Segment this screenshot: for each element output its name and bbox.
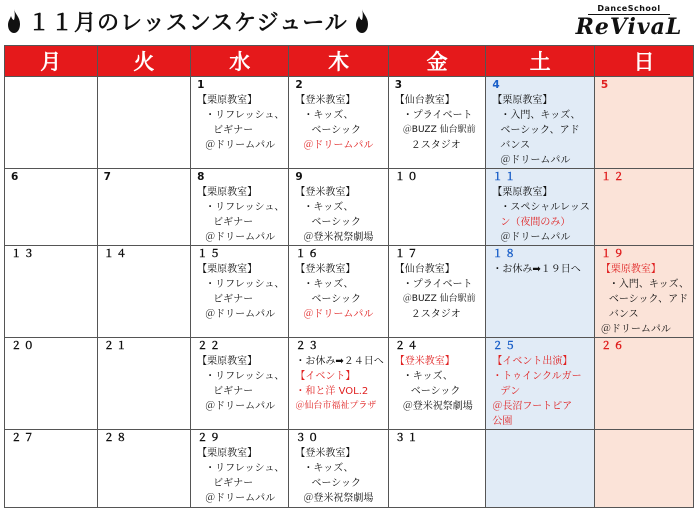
schedule-line: 【登米教室】 [295, 187, 356, 198]
schedule-line: ・キッズ、 [303, 463, 354, 474]
schedule-line: 【登米教室】 [295, 448, 356, 459]
calendar-day-cell [289, 77, 388, 169]
day-number: １５ [197, 248, 223, 260]
calendar-week-row [5, 338, 694, 430]
schedule-line: ２スタジオ [410, 140, 461, 151]
weekday-header-mon: 月 [5, 46, 98, 77]
schedule-line: ＠ドリームパル [205, 401, 276, 412]
schedule-line: ・リフレッシュ、 [205, 279, 285, 290]
calendar-day-cell [97, 338, 191, 430]
schedule-line: ＠BUZZ 仙台駅前 [402, 125, 476, 135]
calendar-day-cell [289, 430, 388, 508]
schedule-line: 【栗原教室】 [492, 95, 553, 106]
day-number: ２４ [394, 340, 420, 352]
day-number: ２９ [197, 432, 223, 444]
school-logo [570, 4, 688, 40]
schedule-line: ベーシック [311, 294, 362, 305]
schedule-line: 【栗原教室】 [197, 264, 258, 275]
schedule-line: ビギナー [213, 294, 254, 305]
schedule-line: ２スタジオ [410, 309, 461, 320]
calendar-day-cell [486, 77, 594, 169]
calendar-day-cell [5, 246, 98, 338]
calendar-day-cell [97, 77, 191, 169]
calendar-day-cell [191, 246, 289, 338]
schedule-line: 【栗原教室】 [197, 356, 258, 367]
schedule-line: ・入門、キッズ、 [608, 279, 689, 290]
schedule-line: 【登米教室】 [295, 95, 356, 106]
day-number: 6 [11, 171, 21, 183]
day-number: 9 [295, 171, 305, 183]
day-number: １０ [394, 171, 420, 183]
schedule-line: ・キッズ、 [303, 279, 354, 290]
schedule-line: ＠ドリームパル [303, 140, 374, 151]
schedule-line: ・キッズ、 [402, 371, 453, 382]
calendar-day-cell [191, 169, 289, 246]
calendar-day-cell [97, 246, 191, 338]
schedule-line: ベーシック [311, 125, 362, 136]
schedule-line: ビギナー [213, 125, 254, 136]
day-number: １４ [103, 248, 129, 260]
day-number: ２０ [11, 340, 36, 352]
calendar-day-cell [388, 169, 486, 246]
calendar-week-row [5, 246, 694, 338]
day-number: ２５ [492, 340, 518, 352]
weekday-header-thu: 木 [289, 46, 388, 77]
day-number: ２６ [600, 340, 626, 352]
schedule-line: ビギナー [213, 478, 254, 489]
schedule-line: ＠仙台市福祉プラザ [295, 401, 377, 411]
schedule-line: ＠BUZZ 仙台駅前 [402, 294, 476, 304]
schedule-line: ・トゥインクルガー [492, 371, 582, 382]
day-number: ２７ [11, 432, 36, 444]
day-number: １９ [600, 248, 626, 260]
weekday-header-sat: 土 [486, 46, 594, 77]
calendar-day-cell [97, 430, 191, 508]
day-number: １７ [394, 248, 420, 260]
weekday-header-tue: 火 [97, 46, 191, 77]
calendar-day-cell [5, 430, 98, 508]
schedule-line: デン [500, 386, 521, 397]
schedule-line: 公園 [492, 416, 513, 427]
schedule-line: ベーシック [311, 478, 362, 489]
day-number: １８ [492, 248, 518, 260]
schedule-line: ・リフレッシュ、 [205, 463, 285, 474]
day-number: ２８ [103, 432, 129, 444]
day-number: 3 [394, 79, 405, 91]
day-number: 2 [295, 79, 305, 91]
schedule-line: ン（夜間のみ） [500, 217, 571, 228]
calendar-day-cell [289, 246, 388, 338]
calendar-day-cell [191, 77, 289, 169]
schedule-line: 【栗原教室】 [197, 187, 258, 198]
calendar-day-cell [486, 338, 594, 430]
calendar-day-cell [289, 338, 388, 430]
logo-subtitle: DanceSchool [588, 4, 670, 15]
weekday-header-fri: 金 [388, 46, 486, 77]
schedule-line: ・リフレッシュ、 [205, 202, 285, 213]
calendar-day-cell [388, 430, 486, 508]
schedule-line: ・和と洋 VOL.2 [295, 386, 369, 397]
calendar-day-cell [5, 338, 98, 430]
schedule-line: 【仙台教室】 [394, 264, 455, 275]
schedule-line: 【仙台教室】 [394, 95, 455, 106]
page-title [6, 4, 370, 38]
schedule-line: ＠登米祝祭劇場 [303, 232, 374, 243]
schedule-line: ベーシック [410, 386, 461, 397]
schedule-line: 【登米教室】 [394, 356, 455, 367]
flame-icon [354, 8, 370, 34]
schedule-line: ・リフレッシュ、 [205, 110, 285, 121]
calendar-day-cell [486, 430, 594, 508]
calendar-day-cell [486, 169, 594, 246]
calendar-day-cell [594, 77, 693, 169]
calendar-week-row [5, 169, 694, 246]
calendar-table [4, 45, 694, 508]
day-number: ２２ [197, 340, 223, 352]
calendar-day-cell [289, 169, 388, 246]
schedule-line: ・リフレッシュ、 [205, 371, 285, 382]
schedule-line: ベーシック、アド [500, 125, 580, 136]
schedule-line: 【栗原教室】 [600, 264, 661, 275]
schedule-line: ＠長沼フートピア [492, 401, 573, 412]
day-number: １２ [600, 171, 626, 183]
schedule-line: ＠ドリームパル [205, 140, 276, 151]
calendar-day-cell [5, 169, 98, 246]
calendar-week-row [5, 430, 694, 508]
logo-name: ReVivaL [575, 14, 683, 40]
schedule-line: ・プライベート [402, 110, 473, 121]
day-number: 5 [600, 79, 611, 91]
schedule-line: ＠ドリームパル [500, 232, 571, 243]
calendar-body [5, 77, 694, 508]
day-number: １１ [492, 171, 518, 183]
calendar-day-cell [594, 246, 693, 338]
weekday-header-sun: 日 [594, 46, 693, 77]
calendar-day-cell [388, 246, 486, 338]
schedule-line: ＠ドリームパル [205, 232, 276, 243]
schedule-line: ＠ドリームパル [600, 324, 671, 335]
schedule-line: ・プライベート [402, 279, 473, 290]
schedule-line: 【イベント】 [295, 371, 356, 382]
schedule-line: 【登米教室】 [295, 264, 356, 275]
calendar-day-cell [191, 430, 289, 508]
calendar-day-cell [5, 77, 98, 169]
calendar-day-cell [594, 430, 693, 508]
day-number: ２３ [295, 340, 321, 352]
day-number: ２１ [103, 340, 129, 352]
weekday-header-wed: 水 [191, 46, 289, 77]
schedule-line: 【栗原教室】 [197, 95, 258, 106]
day-number: ３０ [295, 432, 321, 444]
schedule-line: バンス [608, 309, 639, 320]
calendar-day-cell [388, 77, 486, 169]
day-number: ３１ [394, 432, 420, 444]
schedule-line: ・お休み➡２４日へ [295, 356, 384, 367]
schedule-line: ・キッズ、 [303, 110, 354, 121]
calendar-day-cell [594, 169, 693, 246]
schedule-line: ・キッズ、 [303, 202, 354, 213]
schedule-line: ・お休み➡１９日へ [492, 264, 581, 275]
day-number: 7 [103, 171, 113, 183]
day-number: １６ [295, 248, 321, 260]
day-number: 4 [492, 79, 502, 91]
schedule-line: ・入門、キッズ、 [500, 110, 581, 121]
title-text: １１月のレッスンスケジュール [28, 10, 348, 36]
schedule-line: ビギナー [213, 217, 254, 228]
schedule-line: バンス [500, 140, 531, 151]
page-header [0, 0, 694, 44]
schedule-line: ＠ドリームパル [205, 493, 276, 504]
schedule-line: ＠ドリームパル [303, 309, 374, 320]
schedule-line: 【栗原教室】 [492, 187, 553, 198]
schedule-line: ＠登米祝祭劇場 [402, 401, 473, 412]
calendar-day-cell [388, 338, 486, 430]
schedule-line: 【栗原教室】 [197, 448, 258, 459]
calendar-day-cell [594, 338, 693, 430]
schedule-line: ビギナー [213, 386, 254, 397]
flame-icon [6, 8, 22, 34]
schedule-line: ＠登米祝祭劇場 [303, 493, 374, 504]
schedule-line: ・スペシャルレッス [500, 202, 590, 213]
weekday-header-row [5, 46, 694, 77]
calendar-day-cell [97, 169, 191, 246]
schedule-line: ベーシック [311, 217, 362, 228]
schedule-line: ＠ドリームパル [500, 155, 571, 166]
calendar-day-cell [486, 246, 594, 338]
schedule-line: ベーシック、アド [608, 294, 689, 305]
calendar-day-cell [191, 338, 289, 430]
schedule-line: ＠ドリームパル [205, 309, 276, 320]
schedule-line: 【イベント出演】 [492, 356, 573, 367]
day-number: 1 [197, 79, 207, 91]
day-number: 8 [197, 171, 207, 183]
day-number: １３ [11, 248, 36, 260]
calendar-week-row [5, 77, 694, 169]
